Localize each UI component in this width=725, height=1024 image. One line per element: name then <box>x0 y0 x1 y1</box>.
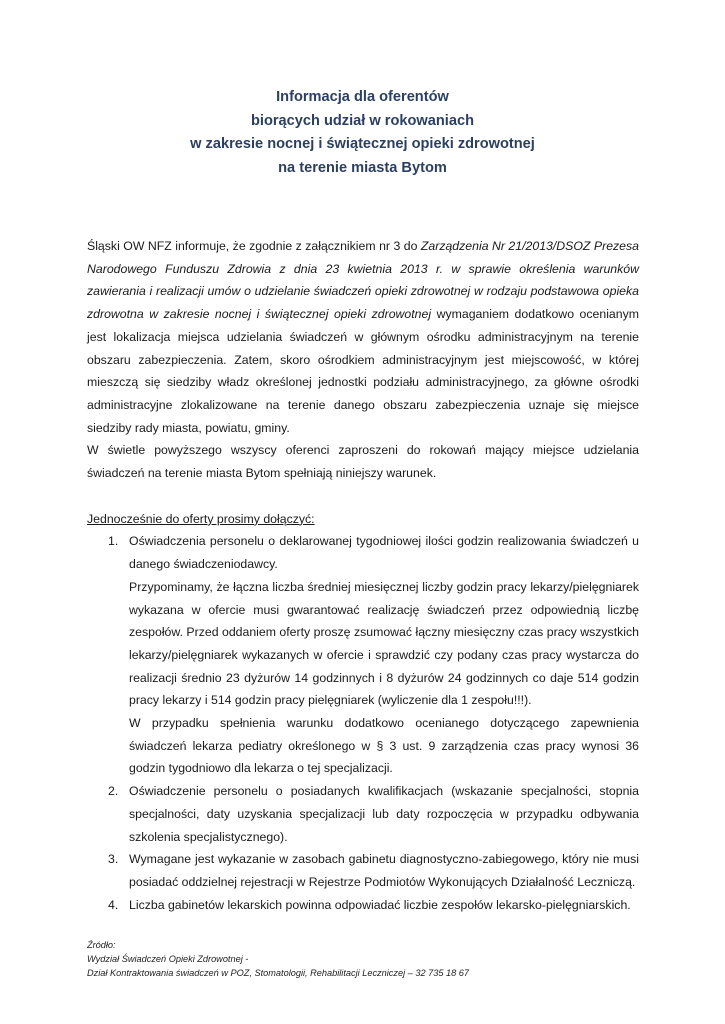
conclusion-paragraph: W świetle powyższego wszyscy oferenci zaproszeni do rokowań mający miejsce udzielania świadczeń na terenie miasta Bytom spełniają niniejszy warunek. <box>87 443 639 481</box>
list-item <box>87 894 639 917</box>
list-item-text: Wymagane jest wykazanie w zasobach gabinetu diagnostyczno-zabiegowego, który nie musi posiadać oddzielnej rejestracji w Rejestrze Podmiotów Wykonujących Działalność Leczniczą. <box>129 852 639 889</box>
intro-text-a: Śląski OW NFZ informuje, że zgodnie z załącznikiem nr 3 do <box>87 239 421 253</box>
title-line-1: Informacja dla oferentów <box>276 89 449 105</box>
source-line-1: Wydział Świadczeń Opieki Zdrowotnej - <box>87 954 249 964</box>
list-item-number: 3. <box>108 852 119 867</box>
list-item-number: 2. <box>108 784 119 799</box>
title-line-3: w zakresie nocnej i świątecznej opieki zdrowotnej <box>190 136 535 152</box>
attachments-list <box>87 530 639 916</box>
list-item <box>87 848 639 893</box>
list-item <box>87 780 639 848</box>
intro-paragraph <box>87 235 639 439</box>
title-line-2: biorących udział w rokowaniach <box>250 112 475 129</box>
list-item-number: 4. <box>108 897 119 912</box>
title-line-4: na terenie miasta Bytom <box>278 159 447 176</box>
intro-text-b: wymaganiem dodatkowo ocenianym jest lokalizacja miejsca udzielania świadczeń w głównym ośrodku administracyjnym na terenie obszaru zabezpieczenia. Zatem, skoro ośrodkiem administracyjnym jest miejscowość, w której mieszczą się siedziby władz określonej jednostki podziału administracyjnego, za główne ośrodki administracyjne zlokalizowane na terenie danego obszaru zabezpieczenia uznaje się miejsce siedziby rady miasta, powiatu, gminy. <box>87 307 640 435</box>
attachments-heading: Jednocześnie do oferty prosimy dołączyć: <box>87 511 315 526</box>
source-label: Źródło: <box>87 940 116 950</box>
list-item-note: W przypadku spełnienia warunku dodatkowo ocenianego dotyczącego zapewnienia świadczeń lekarza pediatry określonego w § 3 ust. 9 zarządzenia czas pracy wynosi 36 godzin tygodniowo dla lekarza o tej specjalizacji. <box>129 716 639 776</box>
source-footer <box>87 938 469 980</box>
list-item-text: Oświadczenie personelu o posiadanych kwalifikacjach (wskazanie specjalności, stopnia specjalności, daty uzyskania specjalizacji lub daty rozpoczęcia w przypadku odbywania szkolenia specjalistycznego). <box>129 784 639 844</box>
regulation-reference: Zarządzenia Nr 21/2013/DSOZ Prezesa Narodowego Funduszu Zdrowia z dnia 23 kwietnia 2013 r. w sprawie określenia warunków zawierania i realizacji umów o udzielanie świadczeń opieki zdrowotnej w rodzaju podstawowa opieka zdrowotna w zakresie nocnej i świątecznej opieki zdrowotnej <box>87 239 640 322</box>
list-item-note: Przypominamy, że łączna liczba średniej miesięcznej liczby godzin pracy lekarzy/pielęgniarek wykazana w ofercie musi gwarantować realizację świadczeń przez odpowiednią liczbę zespołów. Przed oddaniem oferty proszę zsumować łączny miesięczny czas pracy wszystkich lekarzy/pielęgniarek wykazanych w ofercie i sprawdzić czy podany czas pracy wystarcza do realizacji średnio 23 dyżurów 14 godzinnych i 8 dyżurów 24 godzinnych co daje 514 godzin pracy lekarzy i 514 godzin pracy pielęgniarek (wyliczenie dla 1 zespołu!!!). <box>129 579 639 708</box>
list-item-text: Liczba gabinetów lekarskich powinna odpowiadać liczbie zespołów lekarsko-pielęgniarskich. <box>129 897 631 912</box>
list-item <box>87 530 639 780</box>
source-line-2: Dział Kontraktowania świadczeń w POZ, Stomatologii, Rehabilitacji Leczniczej – 32 735 18 67 <box>87 968 469 978</box>
list-item-number: 1. <box>108 534 119 549</box>
document-title <box>60 86 665 180</box>
document-body <box>87 235 639 916</box>
list-item-text: Oświadczenia personelu o deklarowanej tygodniowej ilości godzin realizowania świadczeń u danego świadczeniodawcy. <box>129 534 639 572</box>
